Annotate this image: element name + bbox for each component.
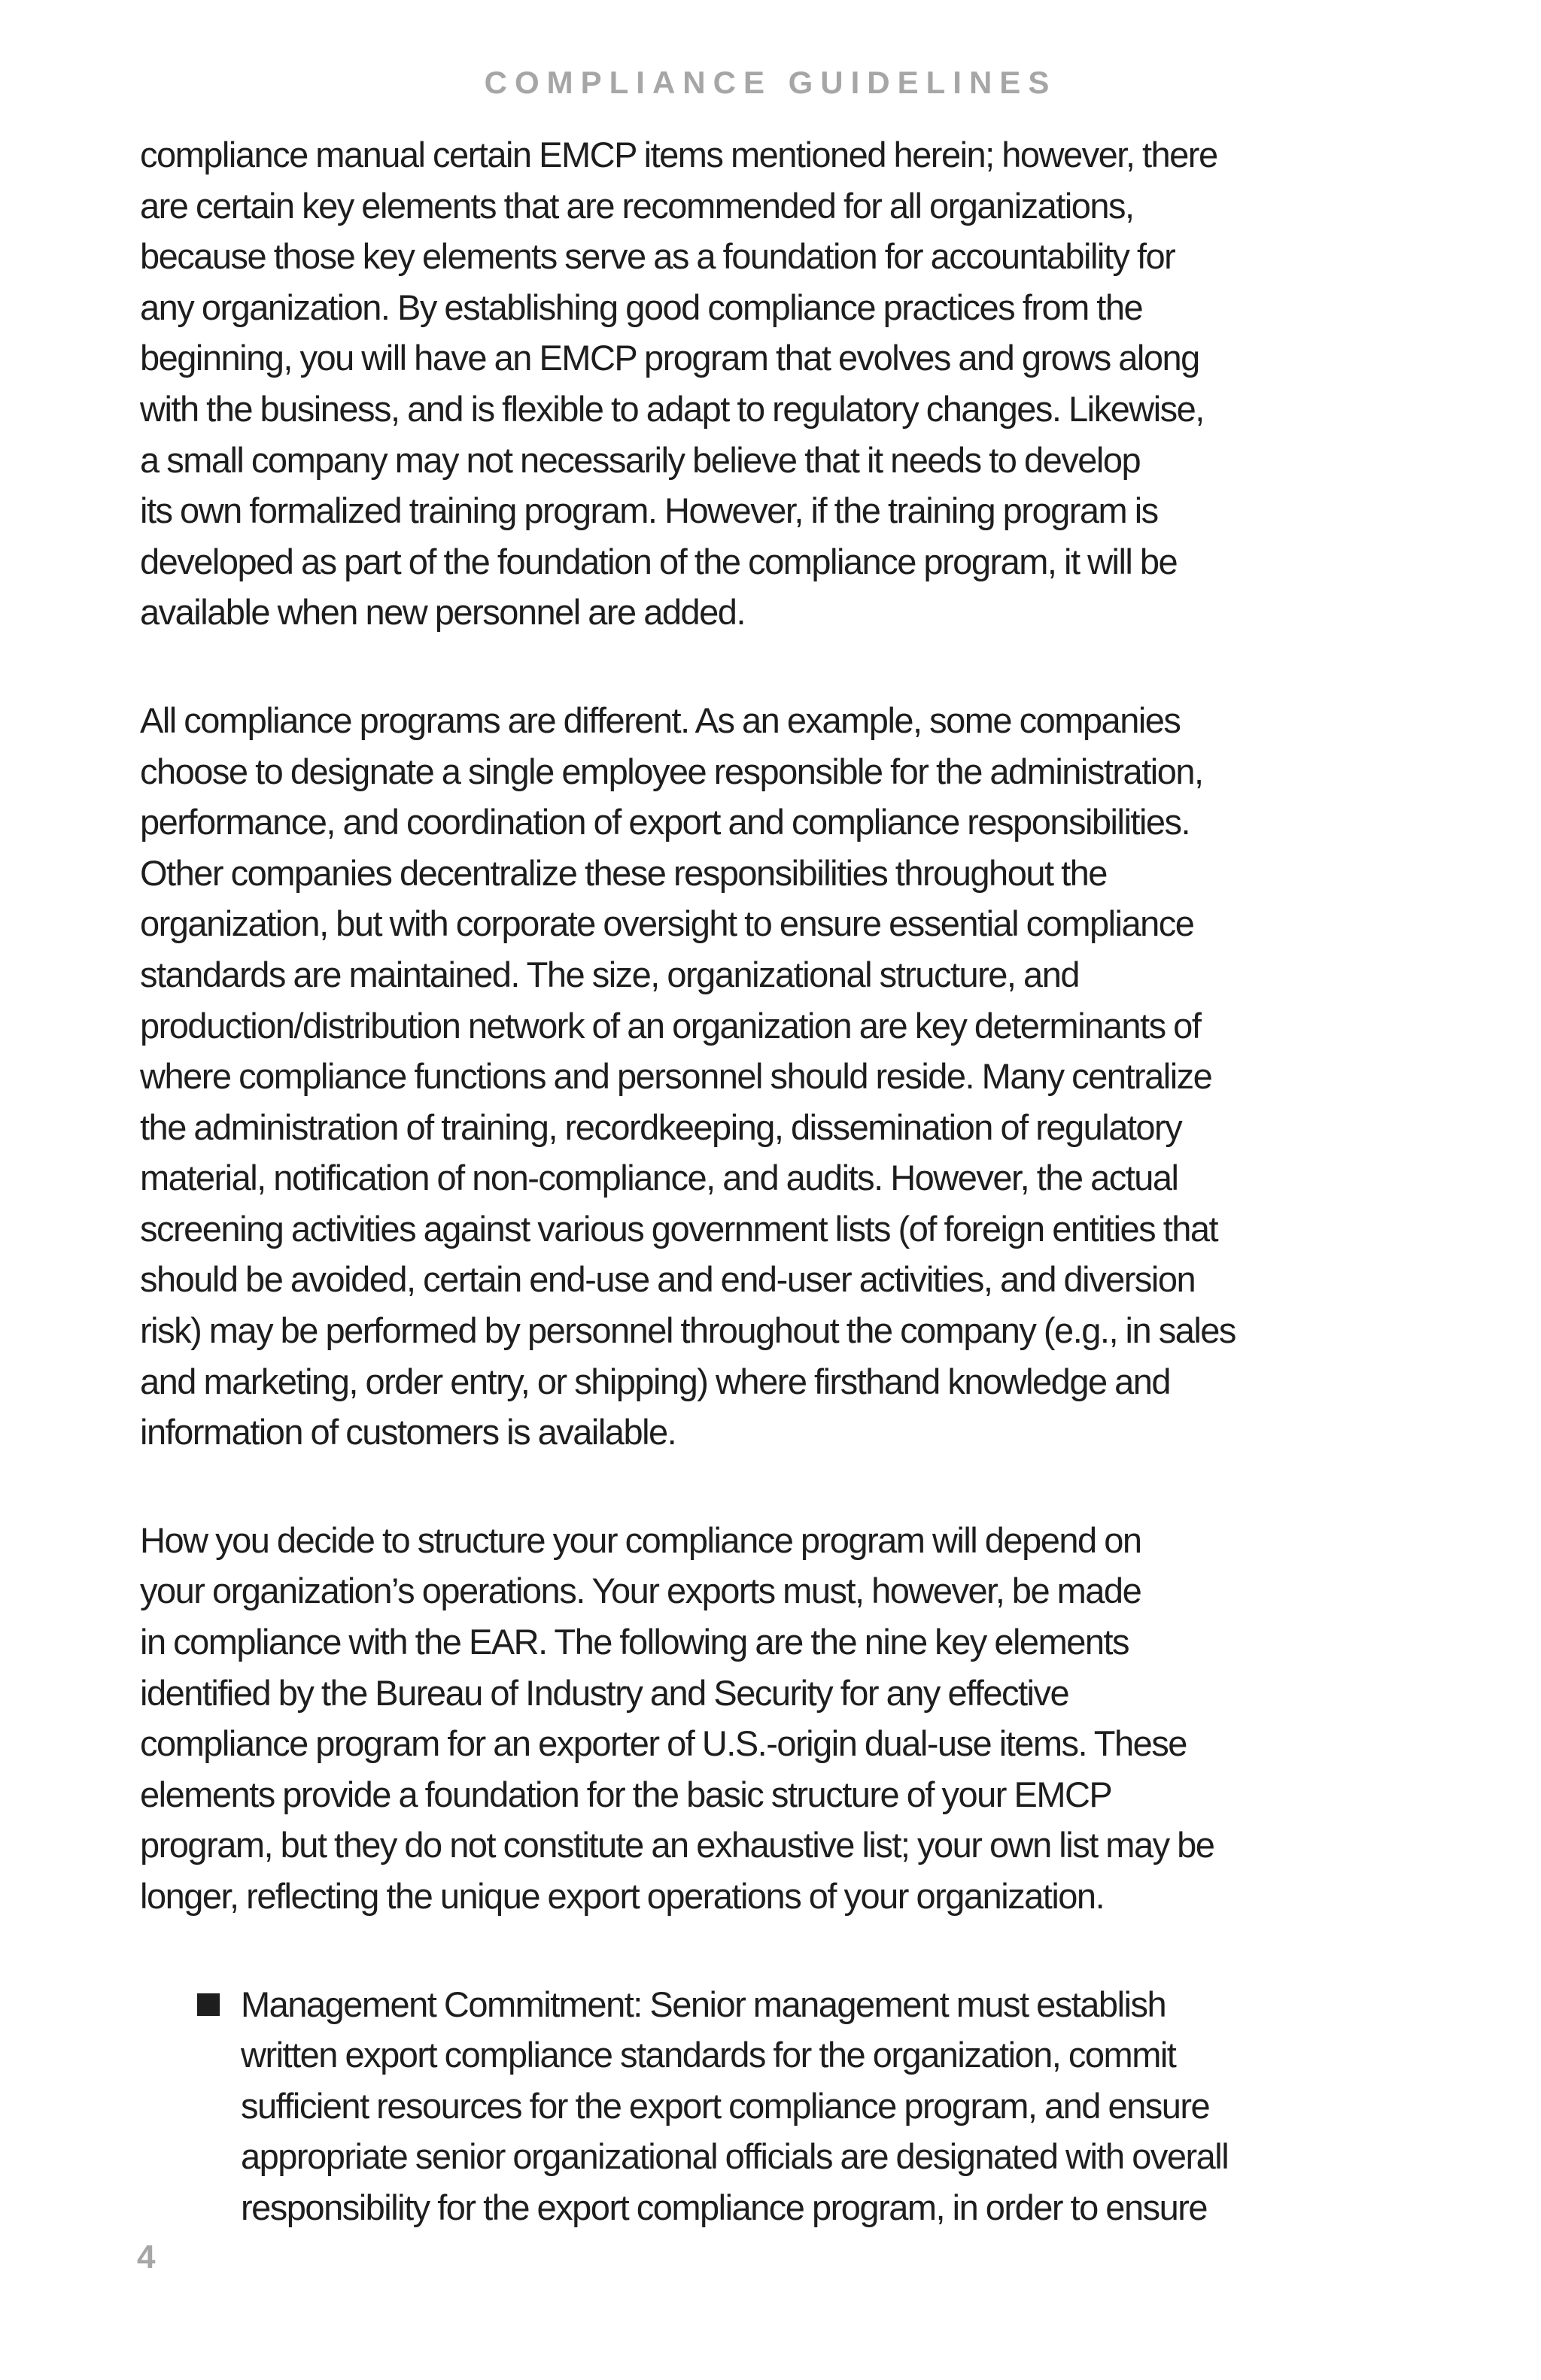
text-line: in compliance with the EAR. The following are the nine key elements	[140, 1622, 1129, 1662]
text-line: information of customers is available.	[140, 1412, 676, 1453]
text-line: longer, reflecting the unique export operations of your organization.	[140, 1876, 1105, 1916]
text-line: compliance manual certain EMCP items mentioned herein; however, there	[140, 135, 1217, 175]
running-header: COMPLIANCE GUIDELINES	[484, 65, 1057, 100]
text-line: program, but they do not constitute an exhaustive list; your own list may be	[140, 1825, 1214, 1865]
paragraph-3	[140, 1515, 1404, 1922]
text-line: screening activities against various government lists (of foreign entities that	[140, 1208, 1218, 1249]
text-line: written export compliance standards for the organization, commit	[241, 2035, 1176, 2075]
text-line: Management Commitment: Senior management must establish	[241, 1984, 1166, 2024]
text-line: responsibility for the export compliance program, in order to ensure	[241, 2187, 1208, 2227]
text-line: material, notification of non-compliance, and audits. However, the actual	[140, 1158, 1178, 1198]
text-line: and marketing, order entry, or shipping) where firsthand knowledge and	[140, 1361, 1171, 1401]
text-line: standards are maintained. The size, organizational structure, and	[140, 954, 1079, 994]
square-bullet-icon	[197, 1993, 220, 2016]
text-line: choose to designate a single employee responsible for the administration,	[140, 751, 1203, 791]
text-line: sufficient resources for the export compliance program, and ensure	[241, 2085, 1210, 2126]
text-line: Other companies decentralize these responsibilities throughout the	[140, 852, 1107, 893]
paragraph-2	[140, 695, 1404, 1458]
text-line: How you decide to structure your compliance program will depend on	[140, 1519, 1141, 1560]
text-line: should be avoided, certain end-use and end-user activities, and diversion	[140, 1259, 1196, 1300]
list-item	[140, 1979, 1404, 2233]
text-line: with the business, and is flexible to adapt to regulatory changes. Likewise,	[140, 388, 1204, 429]
text-line: are certain key elements that are recommended for all organizations,	[140, 185, 1134, 226]
bullet-list	[140, 1979, 1404, 2233]
text-line: developed as part of the foundation of the compliance program, it will be	[140, 541, 1178, 581]
page-number: 4	[137, 2239, 156, 2275]
text-line: the administration of training, recordkeeping, dissemination of regulatory	[140, 1107, 1182, 1147]
paragraph-1	[140, 129, 1404, 638]
text-line: its own formalized training program. However, if the training program is	[140, 490, 1158, 531]
text-line: performance, and coordination of export and compliance responsibilities.	[140, 802, 1190, 842]
text-line: risk) may be performed by personnel throughout the company (e.g., in sales	[140, 1310, 1236, 1351]
text-line: because those key elements serve as a foundation for accountability for	[140, 236, 1175, 277]
text-line: available when new personnel are added.	[140, 592, 746, 633]
text-line: your organization’s operations. Your exports must, however, be made	[140, 1571, 1141, 1611]
text-line: identified by the Bureau of Industry and Security for any effective	[140, 1672, 1069, 1713]
text-line: beginning, you will have an EMCP program that evolves and grows along	[140, 338, 1199, 378]
text-line: where compliance functions and personnel should reside. Many centralize	[140, 1056, 1212, 1097]
text-line: production/distribution network of an organization are key determinants of	[140, 1005, 1201, 1046]
text-line: elements provide a foundation for the basic structure of your EMCP	[140, 1774, 1112, 1814]
text-line: organization, but with corporate oversight to ensure essential compliance	[140, 903, 1194, 944]
body-text	[140, 129, 1404, 2233]
text-line: All compliance programs are different. As an example, some companies	[140, 700, 1181, 740]
text-line: a small company may not necessarily believe that it needs to develop	[140, 439, 1141, 480]
text-line: compliance program for an exporter of U.S.-origin dual-use items. These	[140, 1723, 1187, 1764]
text-line: appropriate senior organizational officials are designated with overall	[241, 2136, 1229, 2177]
text-line: any organization. By establishing good compliance practices from the	[140, 287, 1143, 327]
